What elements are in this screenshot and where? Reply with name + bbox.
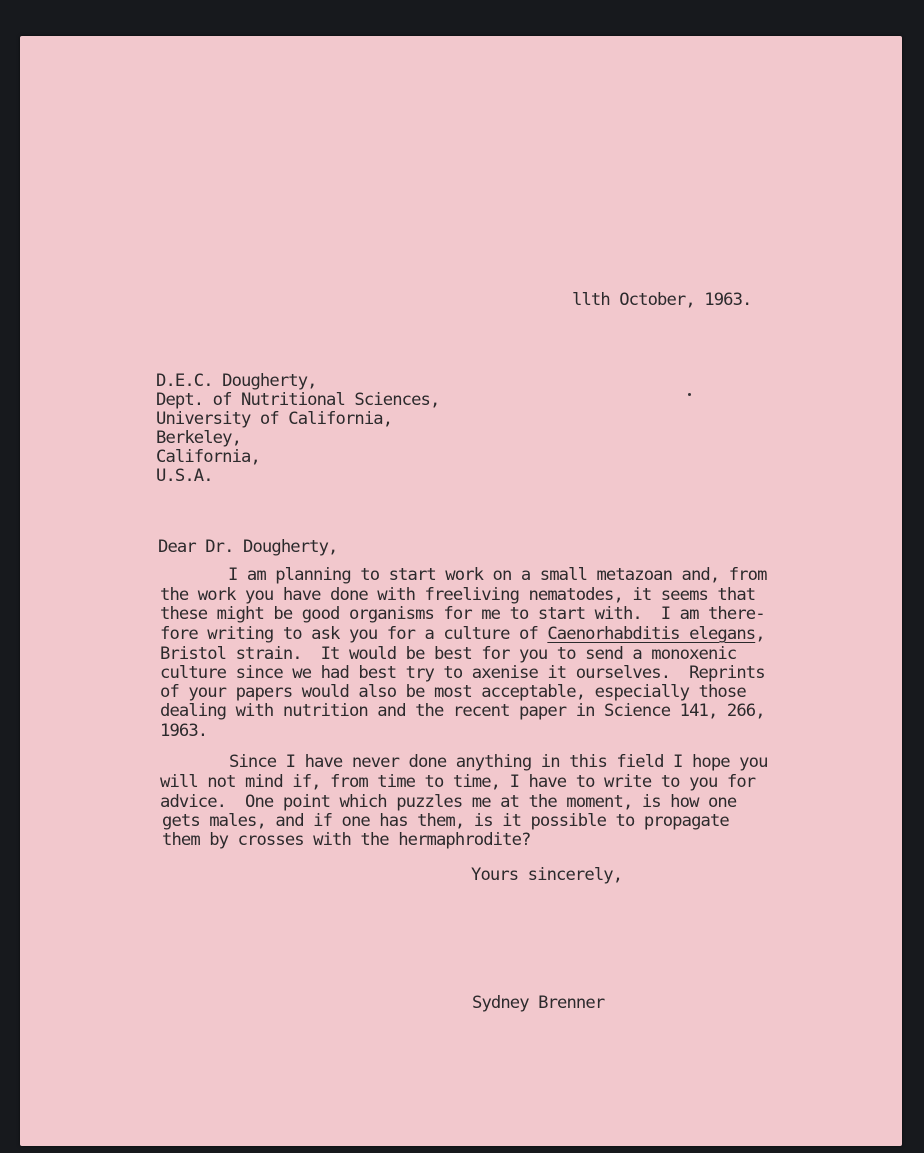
text-line: gets males, and if one has them, is it possible to propagate — [162, 811, 729, 831]
text-line: culture since we had best try to axenise it ourselves. Reprints — [160, 663, 765, 683]
address-line: Dept. of Nutritional Sciences, — [156, 390, 440, 410]
text-line: these might be good organisms for me to start with. I am there- — [160, 604, 765, 624]
address-line: University of California, — [156, 409, 393, 429]
species-name-underlined: Caenorhabditis elegans — [547, 624, 756, 644]
address-line: U.S.A. — [156, 466, 213, 486]
text-line — [160, 625, 765, 644]
text-line: them by crosses with the hermaphrodite? — [162, 830, 531, 850]
letter-date: llth October, 1963. — [572, 290, 752, 310]
text-segment: fore writing to ask you for a culture of — [160, 624, 548, 644]
text-line: the work you have done with freeliving nematodes, it seems that — [160, 585, 756, 605]
text-line: dealing with nutrition and the recent paper in Science 141, 266, — [160, 701, 765, 721]
text-line: I am planning to start work on a small metazoan and, from — [228, 565, 767, 585]
address-line: D.E.C. Dougherty, — [156, 371, 317, 391]
text-line: Bristol strain. It would be best for you to send a monoxenic — [160, 644, 737, 664]
signature-name: Sydney Brenner — [472, 993, 605, 1013]
ink-speck — [688, 393, 691, 396]
text-line: will not mind if, from time to time, I have to write to you for — [160, 772, 756, 792]
text-segment: , — [755, 624, 765, 644]
address-line: Berkeley, — [156, 428, 242, 448]
address-line: California, — [156, 447, 260, 467]
salutation: Dear Dr. Dougherty, — [158, 537, 338, 557]
text-line: 1963. — [160, 721, 208, 741]
closing: Yours sincerely, — [471, 865, 623, 885]
text-line: advice. One point which puzzles me at the moment, is how one — [160, 792, 737, 812]
text-line: of your papers would also be most acceptable, especially those — [160, 682, 746, 702]
text-line: Since I have never done anything in this field I hope you — [229, 752, 768, 772]
